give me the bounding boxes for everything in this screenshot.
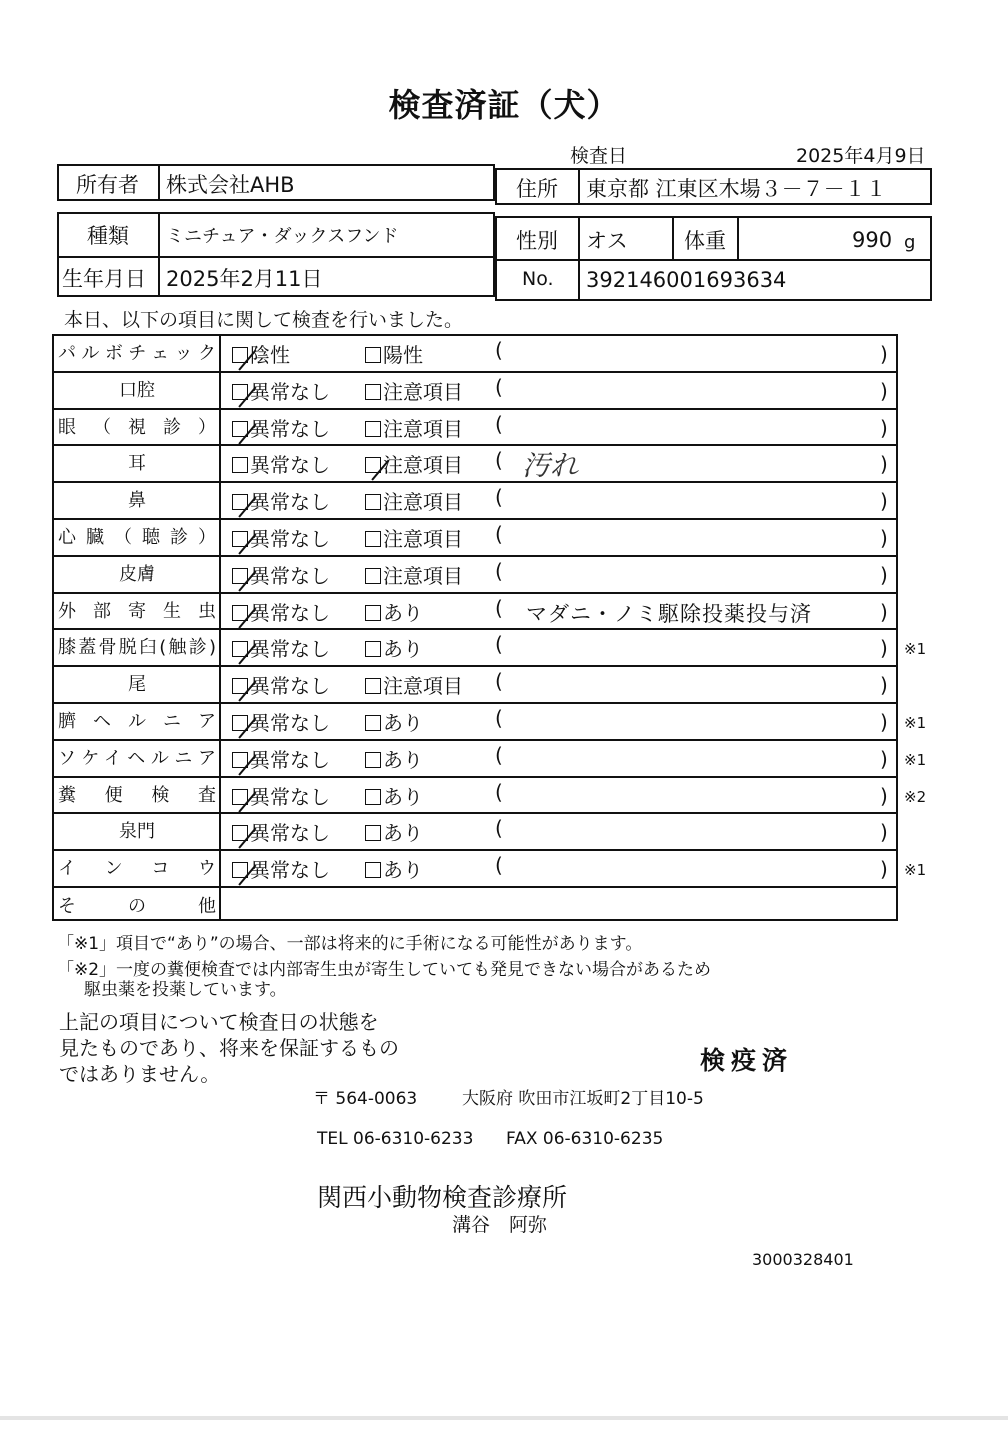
checkbox-icon[interactable] [232, 789, 248, 805]
breed-value: ミニチュア・ダックスフンド [166, 226, 399, 247]
item-name: インコウ [58, 858, 216, 880]
item-option-2[interactable] [365, 744, 423, 773]
checkbox-icon[interactable] [365, 678, 381, 694]
open-paren: ( [495, 816, 503, 841]
birth-label: 生年月日 [62, 267, 146, 291]
checkbox-icon[interactable] [232, 384, 248, 400]
option-label: 注意項目 [383, 563, 463, 588]
item-option-1[interactable] [232, 413, 330, 442]
open-paren: ( [495, 779, 503, 804]
close-paren: ) [880, 783, 888, 808]
checkbox-icon[interactable] [232, 605, 248, 621]
option-label: あり [383, 784, 423, 809]
checkbox-icon[interactable] [232, 347, 248, 363]
open-paren: ( [495, 669, 503, 694]
item-option-2[interactable] [365, 523, 463, 552]
item-name: 耳 [128, 453, 146, 475]
close-paren: ) [880, 489, 888, 514]
item-name: 尾 [128, 674, 146, 696]
weight-value: 990 [852, 228, 893, 252]
ear-handwritten-note: 汚れ [522, 449, 579, 482]
weight-label: 体重 [684, 229, 726, 253]
item-name: 皮膚 [119, 563, 155, 585]
item-option-2[interactable] [365, 854, 423, 883]
close-paren: ) [880, 452, 888, 477]
open-paren: ( [495, 742, 503, 767]
close-paren: ) [880, 636, 888, 661]
scan-edge [0, 1416, 1008, 1420]
item-footnote-mark: ※1 [904, 714, 927, 732]
item-option-1[interactable] [232, 670, 330, 699]
item-option-2[interactable] [365, 376, 463, 405]
item-option-2[interactable] [365, 560, 463, 589]
exam-date-value: 2025年4月9日 [796, 145, 926, 167]
close-paren: ) [880, 857, 888, 882]
option-label: 注意項目 [383, 379, 463, 404]
quarantine-stamp: 検疫済 [700, 1046, 794, 1075]
item-name: 眼（視診） [58, 416, 216, 438]
checkbox-icon[interactable] [232, 421, 248, 437]
item-option-2[interactable] [365, 413, 463, 442]
intro-text: 本日、以下の項目に関して検査を行いました。 [64, 309, 464, 331]
breed-label: 種類 [87, 224, 129, 248]
item-option-1[interactable] [232, 781, 330, 810]
option-label: 異常なし [250, 527, 330, 551]
address-value: 東京都 江東区木場３－７－１１ [586, 177, 887, 201]
open-paren: ( [495, 595, 503, 620]
checkbox-icon[interactable] [232, 494, 248, 510]
number-value: 392146001693634 [586, 268, 787, 292]
option-label: 陽性 [383, 343, 423, 367]
option-label: 異常なし [250, 858, 330, 883]
option-label: あり [383, 858, 423, 883]
close-paren: ) [880, 378, 888, 403]
open-paren: ( [495, 448, 503, 473]
note-2: 「※2」一度の糞便検査では内部寄生虫が寄生していても発見できない場合があるため [57, 960, 712, 980]
item-name: 心臓（聴診） [58, 527, 216, 548]
close-paren: ) [880, 342, 888, 366]
checkbox-icon[interactable] [365, 384, 381, 400]
checkbox-icon[interactable] [232, 752, 248, 768]
checkbox-icon[interactable] [365, 789, 381, 805]
item-name: 口腔 [119, 379, 155, 401]
item-name: 膝蓋骨脱臼(触診) [58, 637, 216, 659]
close-paren: ) [880, 710, 888, 734]
close-paren: ) [880, 673, 888, 698]
item-option-1[interactable] [232, 854, 330, 883]
clinic-name: 関西小動物検査診療所 [317, 1183, 568, 1212]
item-name: 糞便検査 [58, 784, 216, 806]
option-label: 異常なし [250, 600, 330, 625]
open-paren: ( [495, 558, 503, 583]
checkbox-icon[interactable] [365, 457, 381, 473]
item-name: 泉門 [119, 821, 155, 843]
owner-value: 株式会社AHB [166, 173, 295, 197]
option-label: 異常なし [250, 711, 330, 735]
open-paren: ( [495, 632, 503, 657]
checkbox-icon[interactable] [232, 715, 248, 731]
item-comment: マダニ・ノミ駆除投薬投与済 [526, 601, 812, 626]
item-option-2[interactable] [365, 597, 423, 626]
item-option-2[interactable] [365, 339, 423, 368]
doctor-name: 溝谷 阿弥 [452, 1214, 548, 1236]
option-label: 異常なし [250, 416, 330, 441]
clinic-fax: FAX 06-6310-6235 [506, 1129, 664, 1149]
disclaimer-3: ではありません。 [59, 1062, 221, 1086]
exam-date-label: 検査日 [570, 145, 628, 167]
sex-value: オス [586, 229, 628, 253]
serial-number: 3000328401 [752, 1250, 854, 1269]
item-option-1[interactable] [232, 707, 330, 736]
option-label: あり [383, 747, 423, 772]
checkbox-icon[interactable] [232, 531, 248, 547]
owner-label: 所有者 [76, 173, 139, 197]
checkbox-icon[interactable] [365, 752, 381, 768]
open-paren: ( [495, 853, 503, 878]
item-option-1[interactable] [232, 817, 330, 846]
item-option-1[interactable] [232, 449, 330, 478]
postal-code: 〒 564-0063 [313, 1089, 418, 1109]
option-label: あり [383, 600, 423, 625]
weight-unit: g [904, 232, 916, 253]
option-label: 注意項目 [383, 416, 463, 441]
checkbox-icon[interactable] [365, 421, 381, 437]
note-3: 駆虫薬を投薬しています。 [84, 980, 287, 1000]
disclaimer-1: 上記の項目について検査日の状態を [59, 1010, 379, 1034]
item-option-1[interactable] [232, 486, 330, 515]
option-label: 異常なし [250, 490, 330, 515]
item-footnote-mark: ※1 [904, 750, 927, 769]
item-option-2[interactable] [365, 817, 423, 846]
open-paren: ( [495, 706, 503, 730]
item-footnote-mark: ※1 [904, 640, 927, 659]
sex-label: 性別 [516, 229, 558, 253]
checkbox-icon[interactable] [232, 641, 248, 657]
close-paren: ) [880, 562, 888, 587]
disclaimer-2: 見たものであり、将来を保証するもの [59, 1036, 399, 1060]
item-option-1[interactable] [232, 633, 330, 662]
option-label: 異常なし [250, 637, 330, 662]
close-paren: ) [880, 746, 888, 771]
checkbox-icon[interactable] [365, 641, 381, 657]
item-option-1[interactable] [232, 597, 330, 626]
item-name: パルボチェック [58, 343, 216, 364]
open-paren: ( [495, 411, 503, 436]
option-label: 異常なし [250, 674, 330, 699]
birth-value: 2025年2月11日 [166, 267, 323, 291]
address-label: 住所 [516, 177, 558, 201]
open-paren: ( [495, 374, 503, 399]
close-paren: ) [880, 599, 888, 624]
option-label: 異常なし [250, 747, 330, 772]
checkbox-icon[interactable] [365, 568, 381, 584]
checkbox-icon[interactable] [365, 347, 381, 363]
item-option-1[interactable] [232, 523, 330, 552]
other-label: その他 [58, 896, 216, 917]
item-option-2[interactable] [365, 670, 463, 699]
checkbox-icon[interactable] [365, 825, 381, 841]
page-title: 検査済証（犬） [388, 86, 620, 124]
item-option-2[interactable] [365, 486, 463, 515]
open-paren: ( [495, 522, 503, 546]
item-option-2[interactable] [365, 781, 423, 810]
close-paren: ) [880, 820, 888, 845]
item-option-2[interactable] [365, 633, 423, 662]
item-name: 臍ヘルニア [58, 711, 216, 732]
clinic-tel: TEL 06-6310-6233 [317, 1129, 474, 1149]
option-label: 異常なし [250, 784, 330, 809]
option-label: 異常なし [250, 453, 330, 478]
checkbox-icon[interactable] [365, 531, 381, 547]
checkbox-icon[interactable] [365, 605, 381, 621]
option-label: 注意項目 [383, 490, 463, 515]
checkbox-icon[interactable] [232, 678, 248, 694]
checkbox-icon[interactable] [232, 568, 248, 584]
item-option-1[interactable] [232, 339, 290, 368]
option-label: あり [383, 711, 423, 735]
checkbox-icon[interactable] [365, 715, 381, 731]
item-option-2[interactable] [365, 449, 463, 478]
item-name: ソケイヘルニア [58, 747, 216, 769]
item-name: 鼻 [128, 490, 146, 512]
option-label: あり [383, 637, 423, 662]
checkbox-icon[interactable] [232, 825, 248, 841]
item-name: 外部寄生虫 [58, 600, 216, 622]
note-1: 「※1」項目で“あり”の場合、一部は将来的に手術になる可能性があります。 [57, 934, 643, 954]
item-footnote-mark: ※2 [904, 787, 927, 806]
item-footnote-mark: ※1 [904, 861, 927, 880]
checkbox-icon[interactable] [365, 862, 381, 878]
open-paren: ( [495, 485, 503, 510]
checkbox-icon[interactable] [365, 494, 381, 510]
option-label: 異常なし [250, 563, 330, 588]
item-option-1[interactable] [232, 560, 330, 589]
option-label: あり [383, 821, 423, 846]
checkbox-icon[interactable] [232, 457, 248, 473]
option-label: 異常なし [250, 821, 330, 846]
item-option-1[interactable] [232, 376, 330, 405]
open-paren: ( [495, 338, 503, 362]
close-paren: ) [880, 526, 888, 550]
option-label: 注意項目 [383, 674, 463, 699]
clinic-address: 大阪府 吹田市江坂町2丁目10-5 [462, 1089, 704, 1109]
item-option-2[interactable] [365, 707, 423, 736]
checkbox-icon[interactable] [232, 862, 248, 878]
item-option-1[interactable] [232, 744, 330, 773]
option-label: 注意項目 [383, 527, 463, 551]
option-label: 異常なし [250, 379, 330, 404]
option-label: 陰性 [250, 343, 290, 367]
close-paren: ) [880, 415, 888, 440]
option-label: 注意項目 [383, 453, 463, 478]
number-label: No. [522, 268, 554, 290]
